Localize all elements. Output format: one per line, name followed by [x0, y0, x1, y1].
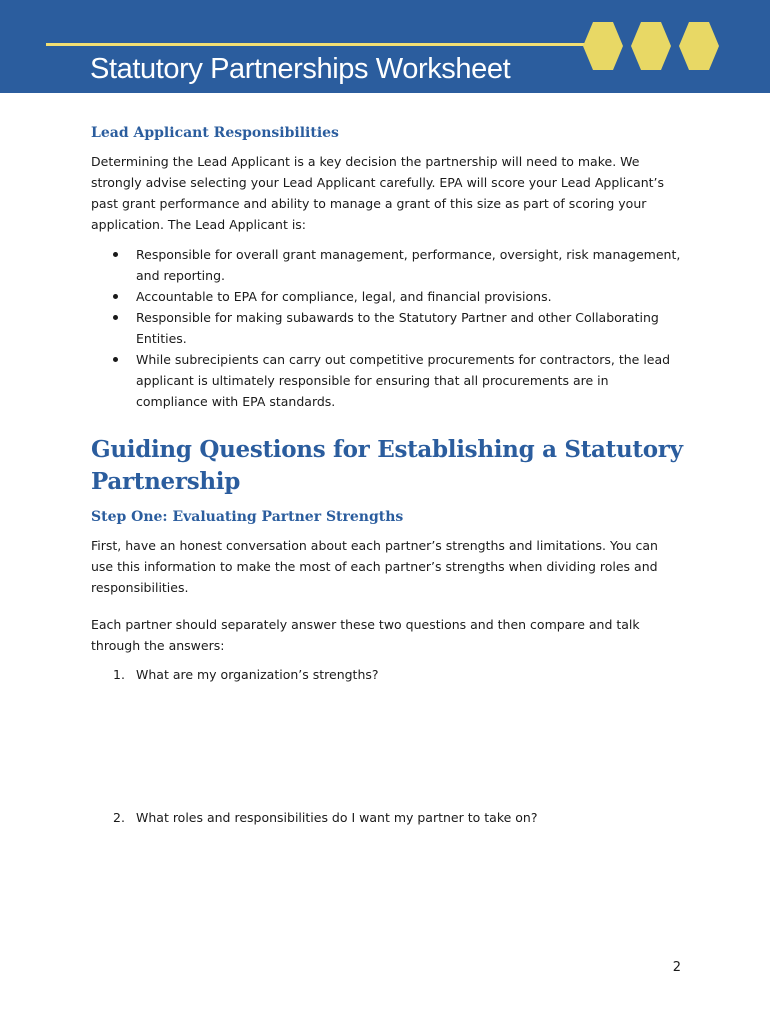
list-item — [91, 307, 683, 349]
bullet-icon — [113, 357, 118, 362]
list-item — [91, 349, 683, 412]
hexagon-3-icon — [679, 22, 719, 70]
list-item-text: Responsible for overall grant management, performance, oversight, risk management, and reporting. — [136, 247, 681, 283]
step-one-paragraph-1: First, have an honest conversation about each partner’s strengths and limitations. You can use this information to make the most of each partner’s strengths when dividing roles and responsibilities. — [91, 538, 658, 595]
step-one-paragraph-2: Each partner should separately answer these two questions and then compare and talk through the answers: — [91, 617, 640, 653]
list-item — [91, 244, 683, 286]
question-number: 1. — [113, 667, 125, 682]
bullet-icon — [113, 294, 118, 299]
page-title: Statutory Partnerships Worksheet — [90, 53, 511, 85]
guiding-questions-heading: Guiding Questions for Establishing a Statutory Partnership — [91, 436, 683, 495]
list-item-text: Responsible for making subawards to the Statutory Partner and other Collaborating Entities. — [136, 310, 659, 346]
hexagon-1-icon — [583, 22, 623, 70]
header-banner — [0, 0, 770, 93]
question-number: 2. — [113, 810, 125, 825]
bullet-icon — [113, 315, 118, 320]
lead-applicant-bullet-list — [91, 244, 683, 412]
list-item-text: While subrecipients can carry out competitive procurements for contractors, the lead applicant is ultimately responsible for ensuring that all procurements are in compliance with EPA standards. — [136, 352, 671, 409]
question-1 — [91, 664, 683, 685]
hexagon-decoration-icon — [578, 17, 730, 75]
list-item-text: Accountable to EPA for compliance, legal, and financial provisions. — [136, 289, 552, 304]
list-item — [91, 286, 683, 307]
header-accent-line — [46, 43, 594, 46]
lead-applicant-heading: Lead Applicant Responsibilities — [91, 125, 339, 141]
lead-applicant-intro: Determining the Lead Applicant is a key decision the partnership will need to make. We strongly advise selecting your Lead Applicant carefully. EPA will score your Lead Applicant’s past grant performance and ability to manage a grant of this size as part of scoring your application. The Lead Applicant is: — [91, 154, 665, 232]
question-2 — [91, 807, 683, 828]
document-body — [91, 123, 683, 828]
step-one-heading: Step One: Evaluating Partner Strengths — [91, 509, 404, 525]
bullet-icon — [113, 252, 118, 257]
hexagon-2-icon — [631, 22, 671, 70]
page-number: 2 — [672, 960, 681, 975]
question-text: What are my organization’s strengths? — [136, 667, 379, 682]
question-text: What roles and responsibilities do I want my partner to take on? — [136, 810, 538, 825]
